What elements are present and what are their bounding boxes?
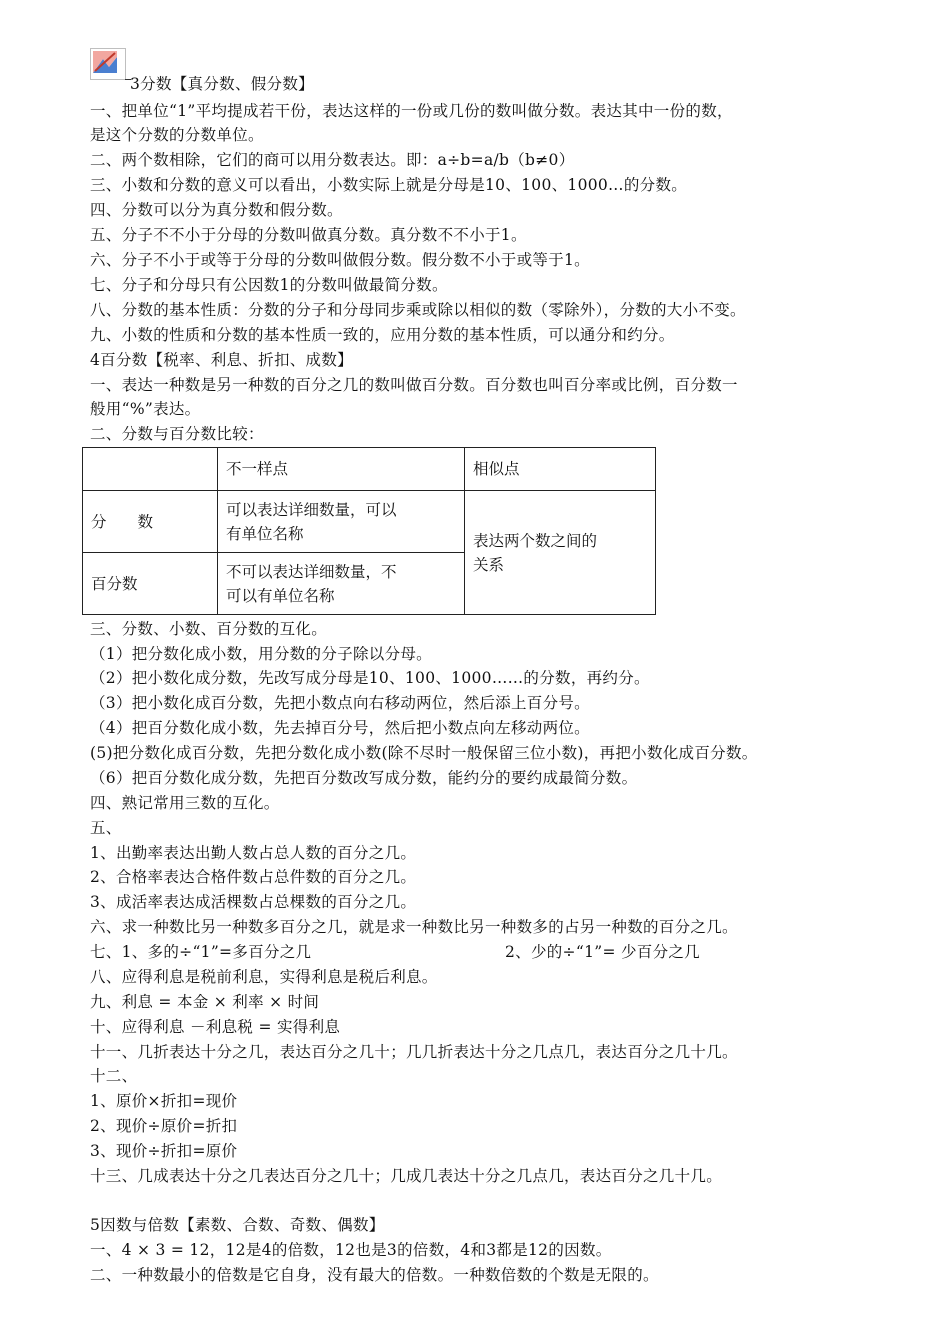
- text-line-l04: 二、两个数相除，它们的商可以用分数表达。即：a÷b=a/b（b≠0）: [90, 151, 575, 169]
- text-line-l03: 是这个分数的分数单位。: [90, 126, 264, 144]
- broken-image-icon: [90, 48, 126, 80]
- row-label-fraction: 分 数: [83, 491, 218, 553]
- text-line-l38: 十三、几成表达十分之几表达百分之几十；几成几表达十分之几点几，表达百分之几十几。: [90, 1167, 723, 1185]
- text-line-l39: 5因数与倍数【素数、合数、奇数、偶数】: [90, 1216, 385, 1234]
- text-line-l15: 二、分数与百分数比较：: [90, 425, 264, 443]
- text-line-l26: 2、合格率表达合格件数占总件数的百分之几。: [90, 868, 417, 886]
- fraction-percent-comparison-table: [82, 447, 656, 615]
- text-line-l17: （1）把分数化成小数，用分数的分子除以分母。: [90, 645, 432, 663]
- text-line-l09: 七、分子和分母只有公因数1的分数叫做最简分数。: [90, 276, 448, 294]
- common-similarities-cell: [465, 491, 656, 615]
- text-line-l23: 四、熟记常用三数的互化。: [90, 794, 280, 812]
- text-line-l08: 六、分子不小于或等于分母的分数叫做假分数。假分数不小于或等于1。: [90, 251, 590, 269]
- text-line-l32: 十、应得利息 －利息税 = 实得利息: [90, 1018, 341, 1036]
- table-header-row: [83, 448, 656, 491]
- text-line-l07: 五、分子不不小于分母的分数叫做真分数。真分数不不小于1。: [90, 226, 527, 244]
- text-line-l11: 九、小数的性质和分数的基本性质一致的，应用分数的基本性质，可以通分和约分。: [90, 326, 675, 344]
- text-line-l29: 七、1、多的÷“1”=多百分之几: [90, 943, 312, 961]
- text-line-l19: （3）把小数化成百分数，先把小数点向右移动两位，然后添上百分号。: [90, 694, 590, 712]
- text-line-l33: 十一、几折表达十分之几，表达百分之几十；几几折表达十分之几点几，表达百分之几十几。: [90, 1043, 738, 1061]
- text-line-l14: 般用“%”表达。: [90, 400, 201, 418]
- text-line-l31: 九、利息 = 本金 × 利率 × 时间: [90, 993, 320, 1011]
- text-line-l30: 八、应得利息是税前利息，实得利息是税后利息。: [90, 968, 438, 986]
- text-line-l02: 一、把单位“1”平均提成若干份，表达这样的一份或几份的数叫做分数。表达其中一份的数，: [90, 102, 733, 120]
- similarities-line1: 表达两个数之间的: [473, 531, 598, 550]
- text-line-l06: 四、分数可以分为真分数和假分数。: [90, 201, 343, 219]
- text-line-l05: 三、小数和分数的意义可以看出，小数实际上就是分母是10、100、1000…的分数。: [90, 176, 688, 194]
- text-line-l16: 三、分数、小数、百分数的互化。: [90, 620, 328, 638]
- table-row-fraction: [83, 491, 656, 553]
- percent-differences-line2: 可以有单位名称: [226, 586, 335, 605]
- fraction-differences-cell: [218, 491, 465, 553]
- similarities-line2: 关系: [473, 555, 505, 574]
- text-line-l28: 六、求一种数比另一种数多百分之几，就是求一种数比另一种数多的占另一种数的百分之几。: [90, 918, 738, 936]
- text-line-l22: （6）把百分数化成分数，先把百分数改写成分数，能约分的要约成最简分数。: [90, 769, 638, 787]
- text-line-l40: 一、4 × 3 = 12，12是4的倍数，12也是3的倍数，4和3都是12的因数。: [90, 1241, 612, 1259]
- fraction-differences-line1: 可以表达详细数量，可以: [226, 500, 397, 519]
- text-line-l36: 2、现价÷原价=折扣: [90, 1117, 238, 1135]
- table-header-differences: 不一样点: [218, 448, 465, 491]
- text-line-l37: 3、现价÷折扣=原价: [90, 1142, 238, 1160]
- text-line-l25: 1、出勤率表达出勤人数占总人数的百分之几。: [90, 844, 417, 862]
- text-line-l18: （2）把小数化成分数，先改写成分母是10、100、1000……的分数，再约分。: [90, 669, 650, 687]
- text-line-l13: 一、表达一种数是另一种数的百分之几的数叫做百分数。百分数也叫百分率或比例，百分数一: [90, 376, 738, 394]
- table-header-empty: [83, 448, 218, 491]
- text-line-l20: （4）把百分数化成小数，先去掉百分号，然后把小数点向左移动两位。: [90, 719, 590, 737]
- text-line-l12: 4百分数【税率、利息、折扣、成数】: [90, 351, 353, 369]
- text-line-l29b: 2、少的÷“1”= 少百分之几: [505, 943, 700, 961]
- text-line-l01: 3分数【真分数、假分数】: [130, 75, 314, 93]
- row-label-percent: 百分数: [83, 553, 218, 615]
- text-line-l24: 五、: [90, 819, 122, 837]
- text-line-l10: 八、分数的基本性质：分数的分子和分母同步乘或除以相似的数（零除外），分数的大小不变。: [90, 301, 746, 319]
- table-header-similarities: 相似点: [465, 448, 656, 491]
- fraction-differences-line2: 有单位名称: [226, 524, 304, 543]
- percent-differences-line1: 不可以表达详细数量，不: [226, 562, 397, 581]
- text-line-l21: (5)把分数化成百分数，先把分数化成小数(除不尽时一般保留三位小数)，再把小数化成百分数。: [90, 744, 758, 762]
- text-line-l34: 十二、: [90, 1067, 138, 1085]
- text-line-l27: 3、成活率表达成活棵数占总棵数的百分之几。: [90, 893, 417, 911]
- text-line-l41: 二、一种数最小的倍数是它自身，没有最大的倍数。一种数倍数的个数是无限的。: [90, 1266, 659, 1284]
- text-line-l35: 1、原价×折扣=现价: [90, 1092, 238, 1110]
- percent-differences-cell: [218, 553, 465, 615]
